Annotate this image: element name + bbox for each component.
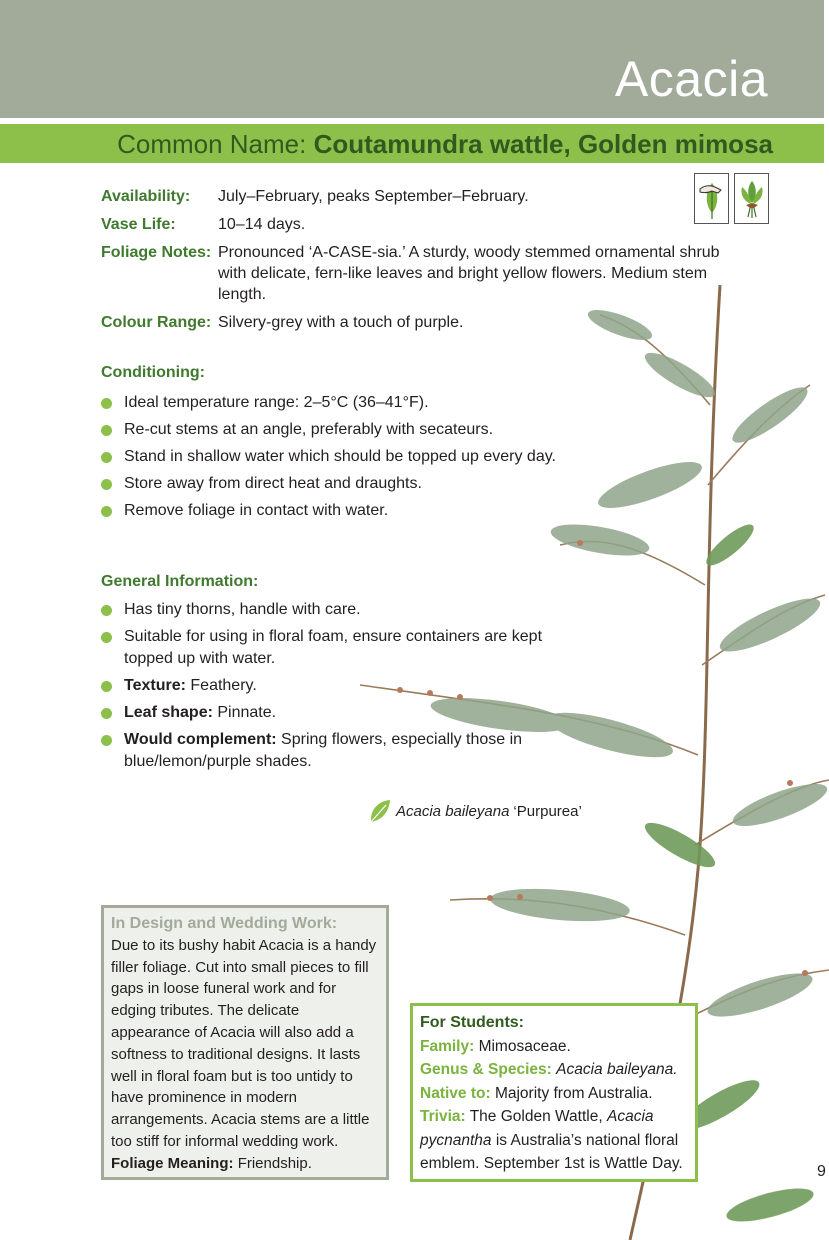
students-trivia bbox=[420, 1105, 688, 1176]
leaf-shape-label: Leaf shape: bbox=[124, 704, 213, 721]
general-information-list bbox=[101, 599, 561, 778]
vase-life-label: Vase Life: bbox=[101, 216, 176, 233]
texture-value: Feathery. bbox=[190, 677, 257, 694]
info-row-vase-life bbox=[101, 214, 751, 235]
genus-label: Genus & Species: bbox=[420, 1061, 552, 1078]
page-title: Acacia bbox=[614, 51, 768, 107]
foliage-meaning-label: Foliage Meaning: bbox=[111, 1154, 234, 1172]
foliage-meaning bbox=[111, 1153, 379, 1175]
list-item: Re-cut stems at an angle, preferably with secateurs. bbox=[101, 419, 561, 441]
colour-range-value: Silvery-grey with a touch of purple. bbox=[218, 314, 464, 331]
availability-label: Availability: bbox=[101, 188, 191, 205]
trivia-post: is Australia’s national floral emblem. September 1st is Wattle Day. bbox=[420, 1131, 683, 1172]
common-name-value: Coutamundra wattle, Golden mimosa bbox=[313, 129, 773, 159]
complement-label: Would complement: bbox=[124, 731, 277, 748]
list-item: Suitable for using in floral foam, ensure containers are kept topped up with water. bbox=[101, 626, 561, 670]
list-item-texture bbox=[101, 675, 561, 697]
trivia-pre: The Golden Wattle, bbox=[469, 1108, 603, 1125]
availability-value: July–February, peaks September–February. bbox=[218, 188, 529, 205]
foliage-meaning-value: Friendship. bbox=[237, 1154, 312, 1172]
common-name-band bbox=[0, 124, 824, 163]
list-item: Store away from direct heat and draughts. bbox=[101, 473, 561, 495]
students-family bbox=[420, 1035, 688, 1059]
design-wedding-box bbox=[101, 905, 389, 1180]
colour-range-label: Colour Range: bbox=[101, 314, 212, 331]
leaf-icon bbox=[368, 798, 392, 824]
trivia-label: Trivia: bbox=[420, 1108, 466, 1125]
students-genus bbox=[420, 1058, 688, 1082]
list-item: Remove foliage in contact with water. bbox=[101, 500, 561, 522]
list-item: Stand in shallow water which should be topped up every day. bbox=[101, 446, 561, 468]
design-heading: In Design and Wedding Work: bbox=[111, 915, 338, 932]
native-label: Native to: bbox=[420, 1084, 491, 1102]
for-students-box bbox=[410, 1003, 698, 1182]
students-native bbox=[420, 1082, 688, 1106]
common-name bbox=[117, 129, 773, 160]
general-information-heading: General Information: bbox=[101, 573, 259, 590]
common-name-label: Common Name: bbox=[117, 129, 307, 159]
texture-label: Texture: bbox=[124, 677, 186, 694]
page-number: 9 bbox=[817, 1163, 826, 1180]
genus-value: Acacia baileyana. bbox=[556, 1061, 678, 1078]
family-value: Mimosaceae. bbox=[478, 1037, 571, 1055]
trivia-species: Acacia pycnantha bbox=[420, 1108, 654, 1149]
complement-value: Spring flowers, especially those in blue/lemon/purple shades. bbox=[124, 731, 523, 770]
foliage-notes-label: Foliage Notes: bbox=[101, 244, 212, 261]
caption-cultivar: ‘Purpurea’ bbox=[513, 802, 582, 820]
list-item-leaf-shape bbox=[101, 702, 561, 724]
leaf-shape-value: Pinnate. bbox=[217, 704, 277, 721]
caption-species: Acacia baileyana bbox=[396, 802, 510, 820]
conditioning-list bbox=[101, 392, 561, 527]
students-heading: For Students: bbox=[420, 1014, 524, 1031]
list-item: Ideal temperature range: 2–5°C (36–41°F). bbox=[101, 392, 561, 414]
vase-life-value: 10–14 days. bbox=[218, 216, 306, 233]
info-row-availability bbox=[101, 186, 751, 207]
design-text: Due to its bushy habit Acacia is a handy filler foliage. Cut into small pieces to fill gaps in loose funeral work and for edging tributes. The delicate appearance of Acacia will also add a softness to traditional designs. It lasts well in floral foam but is too untidy to have prominence in modern arrangements. Acacia stems are a little too stiff for informal wedding work. bbox=[111, 936, 377, 1150]
native-value: Majority from Australia. bbox=[494, 1084, 653, 1102]
title-band bbox=[0, 0, 824, 118]
conditioning-heading: Conditioning: bbox=[101, 364, 205, 381]
image-caption bbox=[368, 798, 582, 824]
list-item: Has tiny thorns, handle with care. bbox=[101, 599, 561, 621]
list-item-complement bbox=[101, 729, 561, 773]
family-label: Family: bbox=[420, 1037, 475, 1055]
foliage-notes-value: Pronounced ‘A-CASE-sia.’ A sturdy, woody stemmed ornamental shrub with delicate, fern-like leaves and bright yellow flowers. Medium stem length. bbox=[218, 244, 720, 303]
